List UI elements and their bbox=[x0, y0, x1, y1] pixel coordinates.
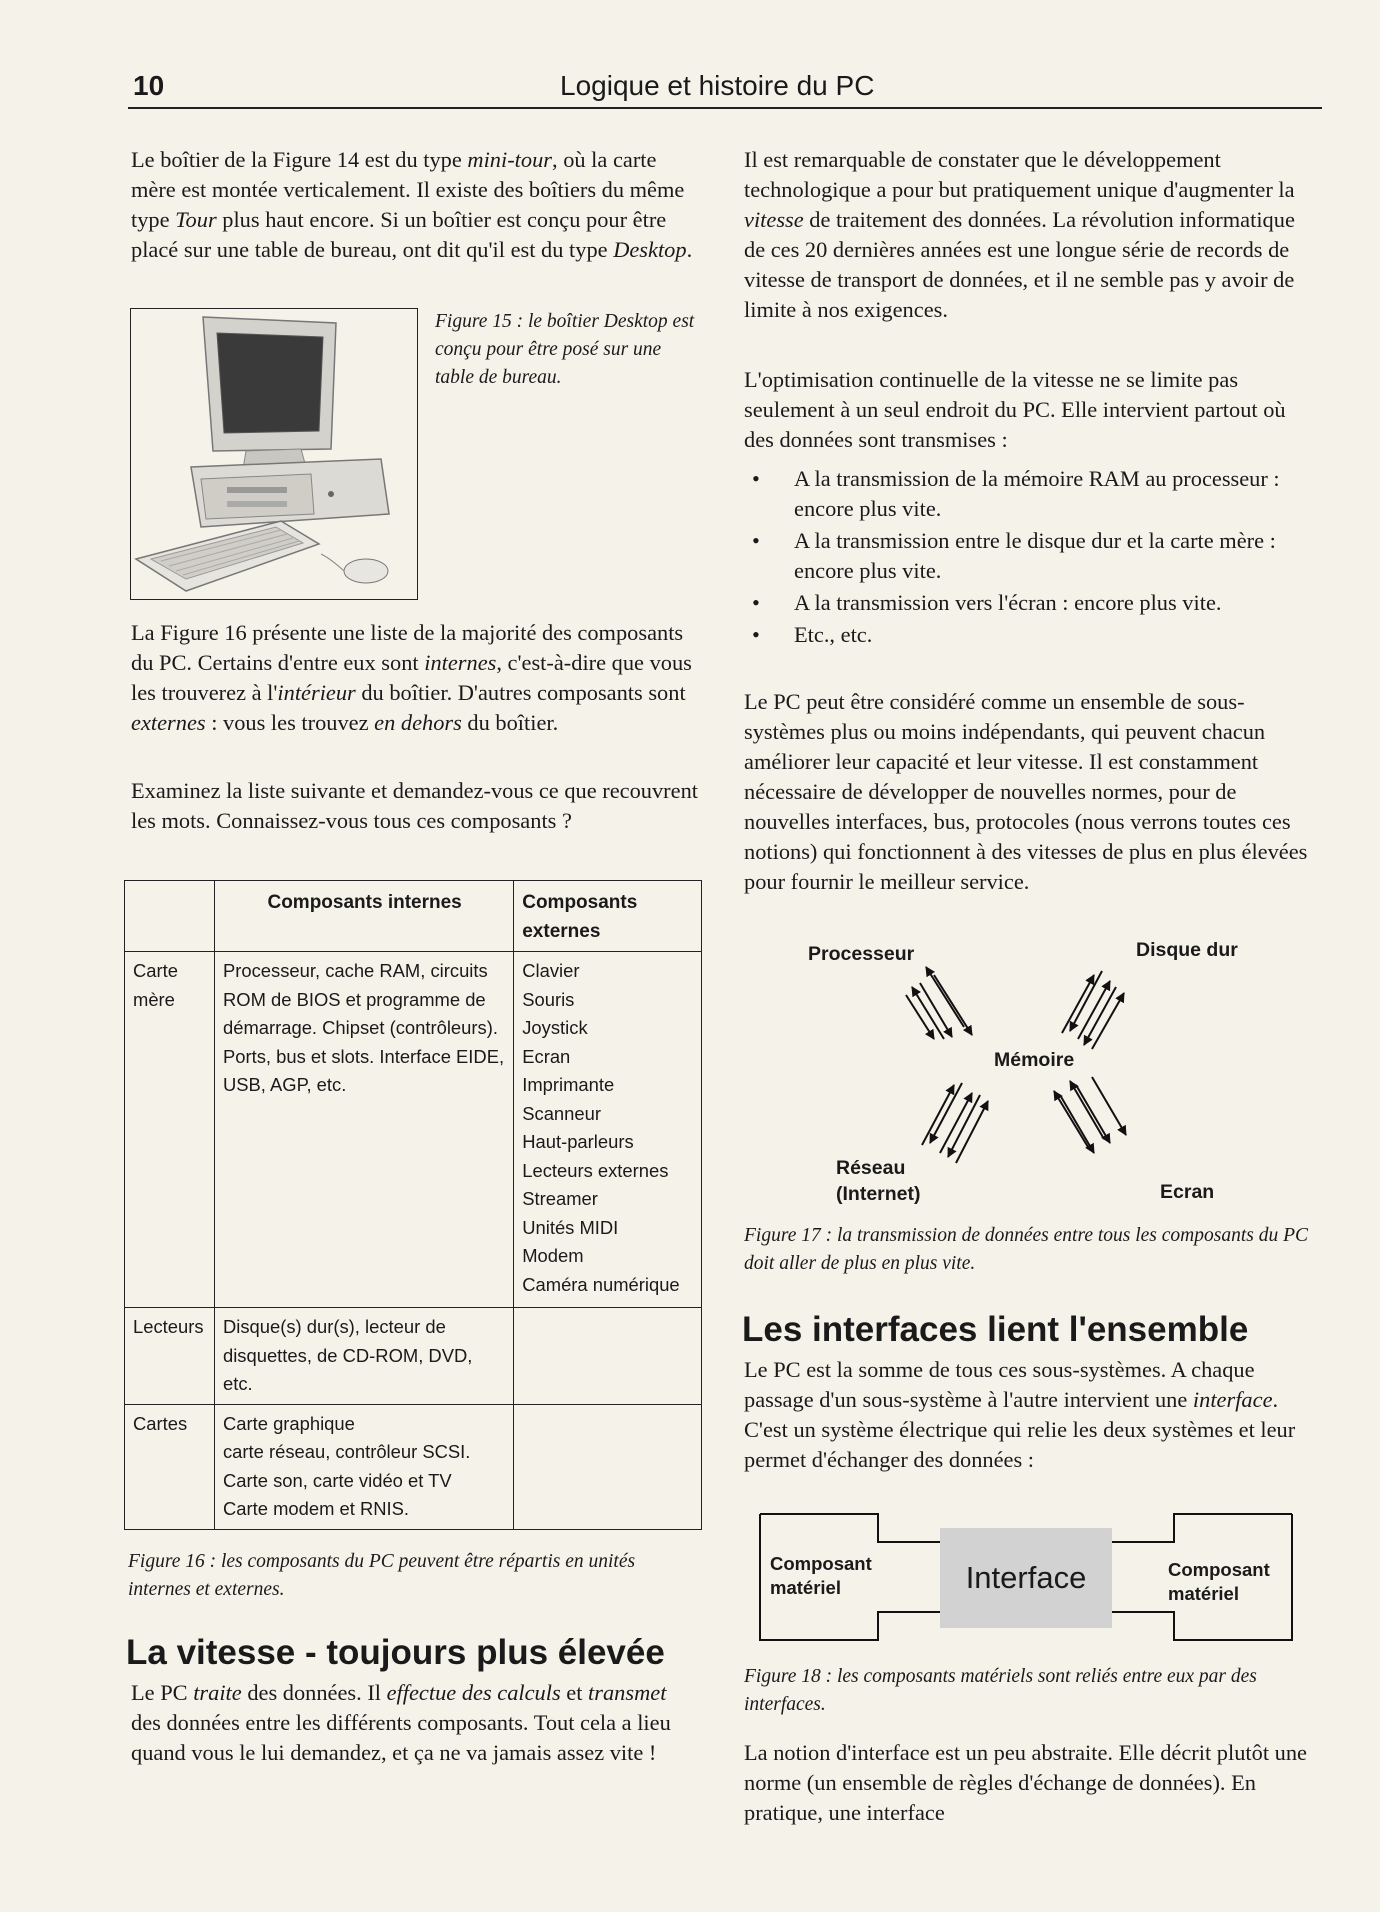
text-run: : vous les trouvez bbox=[205, 710, 375, 735]
paragraph-figure-16-intro bbox=[131, 618, 701, 738]
list-item: Haut-parleurs bbox=[522, 1131, 634, 1152]
internal-components-cell bbox=[214, 1404, 513, 1529]
text-run: des données. Il bbox=[241, 1680, 387, 1705]
list-item: Lecteurs externes bbox=[522, 1159, 669, 1181]
list-item: carte réseau, contrôleur SCSI. bbox=[222, 1441, 471, 1462]
text-run: plus haut encore. Si un boîtier est conçu pour être placé sur une table de bureau, ont dit qu'il est du type bbox=[131, 207, 667, 262]
list-item: Clavier bbox=[522, 960, 580, 981]
table-row bbox=[125, 952, 702, 1308]
figure-17-diagram bbox=[744, 935, 1314, 1215]
label-ecran: Ecran bbox=[1160, 1181, 1215, 1203]
interface-box bbox=[940, 1528, 1112, 1628]
heading-interfaces: Les interfaces lient l'ensemble bbox=[742, 1310, 1249, 1349]
list-item: Unités MIDI bbox=[522, 1216, 619, 1238]
table-row bbox=[125, 1404, 702, 1529]
list-item: Carte modem et RNIS. bbox=[222, 1498, 409, 1519]
italic-term: Tour bbox=[175, 207, 217, 232]
text-run: , c'est-à-dire que vous les trouverez à l' bbox=[131, 650, 692, 705]
list-item: Streamer bbox=[522, 1188, 598, 1209]
figure-17-caption: Figure 17 : la transmission de données entre tous les composants du PC doit aller de plus en plus vite. bbox=[744, 1225, 1309, 1274]
list-item: Joystick bbox=[522, 1017, 588, 1038]
bullet-list bbox=[744, 464, 1314, 652]
italic-term: Desktop bbox=[613, 237, 687, 262]
italic-term: vitesse bbox=[744, 207, 804, 232]
italic-term: traite bbox=[193, 1680, 242, 1705]
list-item: • Etc., etc. bbox=[744, 620, 1314, 650]
row-label: Cartes bbox=[125, 1404, 215, 1529]
paragraph-optimisation: L'optimisation continuelle de la vitesse ne se limite pas seulement à un seul endroit du PC. Elle intervient partout où des données sont transmises : bbox=[744, 367, 1286, 452]
paragraph-pc-traite bbox=[131, 1678, 701, 1768]
text-run: . bbox=[686, 237, 693, 262]
table-header-row bbox=[125, 881, 702, 952]
row-label: Lecteurs bbox=[125, 1308, 215, 1405]
page-number: 10 bbox=[133, 70, 165, 101]
arrows-processeur-memoire bbox=[906, 967, 972, 1039]
text-run: La Figure 16 présente une liste de la majorité des composants du PC. Certains d'entre eux sont bbox=[131, 620, 684, 675]
italic-term: externes bbox=[131, 710, 206, 735]
label-disque-dur: Disque dur bbox=[1136, 939, 1238, 961]
label-processeur: Processeur bbox=[808, 943, 915, 965]
interface-label: Interface bbox=[965, 1560, 1087, 1595]
label-composant-droite-line1: Composant bbox=[1168, 1559, 1270, 1580]
list-item: Caméra numérique bbox=[522, 1273, 680, 1295]
running-header-title: Logique et histoire du PC bbox=[560, 70, 875, 101]
label-composant-gauche bbox=[770, 1552, 872, 1600]
paragraph-sous-systemes: Le PC peut être considéré comme un ensemble de sous-systèmes plus ou moins indépendants, qui peuvent chacun améliorer leur capacité et leur vitesse. Il est constamment nécessaire de développer de nouvelles normes, pour de nouvelles interfaces, bus, protocoles (nous verrons toutes ces notions) qui fonctionnent à des vitesses de plus en plus élevées pour fournir le meilleur service. bbox=[744, 689, 1308, 894]
table-row bbox=[125, 1308, 702, 1405]
label-reseau-line1: Réseau bbox=[836, 1157, 906, 1179]
label-composant-droite bbox=[1168, 1558, 1270, 1606]
label-reseau-line2: (Internet) bbox=[836, 1183, 921, 1205]
external-components-cell bbox=[514, 1308, 702, 1405]
list-item: Ecran bbox=[522, 1045, 571, 1067]
arrows-disque-memoire bbox=[1062, 971, 1124, 1049]
paragraph-notion-interface: La notion d'interface est un peu abstraite. Elle décrit plutôt une norme (un ensemble de règles d'échange de données). En pratique, une interface bbox=[744, 1740, 1307, 1825]
label-memoire: Mémoire bbox=[994, 1049, 1075, 1071]
list-item: Imprimante bbox=[522, 1074, 615, 1095]
text-run: Le PC bbox=[131, 1680, 194, 1705]
column-header-external: Composants externes bbox=[514, 881, 702, 952]
text-run: . C'est un système électrique qui relie les deux systèmes et leur permet d'échanger des données : bbox=[744, 1387, 1296, 1472]
arrows-reseau-memoire bbox=[922, 1083, 988, 1163]
text-run: Le boîtier de la Figure 14 est du type bbox=[131, 147, 468, 172]
list-item: • A la transmission entre le disque dur et la carte mère : encore plus vite. bbox=[744, 526, 1314, 586]
list-item: • A la transmission vers l'écran : encore plus vite. bbox=[744, 588, 1314, 618]
label-composant-droite-line2: matériel bbox=[1168, 1583, 1239, 1604]
italic-term: internes bbox=[424, 650, 497, 675]
components-table bbox=[124, 880, 702, 1530]
italic-term: transmet bbox=[588, 1680, 667, 1705]
italic-term: intérieur bbox=[277, 680, 356, 705]
arrows-ecran-memoire bbox=[1054, 1077, 1126, 1153]
label-composant-gauche-line2: matériel bbox=[770, 1577, 841, 1598]
figure-16-caption: Figure 16 : les composants du PC peuvent être répartis en unités internes et externes. bbox=[128, 1551, 636, 1600]
table-corner-cell bbox=[125, 881, 215, 952]
internal-components-cell: Disque(s) dur(s), lecteur de disquettes, de CD-ROM, DVD, etc. bbox=[214, 1308, 513, 1405]
text-run: Il est remarquable de constater que le développement technologique a pour but pratiquement unique d'augmenter la bbox=[744, 147, 1295, 202]
list-item: Modem bbox=[522, 1245, 584, 1266]
text-run: du boîtier. bbox=[461, 710, 559, 735]
text-run: et bbox=[560, 1680, 589, 1705]
internal-components-cell: Processeur, cache RAM, circuits ROM de BIOS et programme de démarrage. Chipset (contrôleurs). Ports, bus et slots. Interface EIDE, USB, AGP, etc. bbox=[214, 952, 513, 1308]
external-components-cell bbox=[514, 952, 702, 1308]
paragraph-boitier-types bbox=[131, 145, 701, 265]
italic-term: interface bbox=[1192, 1387, 1273, 1412]
text-run: , où la carte mère est montée verticalement. Il existe des boîtiers du même type bbox=[131, 147, 685, 232]
figure-15-caption: Figure 15 : le boîtier Desktop est conçu pour être posé sur une table de bureau. bbox=[435, 311, 695, 388]
external-components-cell bbox=[514, 1404, 702, 1529]
text-run: de traitement des données. La révolution informatique de ces 20 dernières années est une longue série de records de vitesse de transport de données, et il ne semble pas y avoir de limite à nos exigences. bbox=[744, 207, 1295, 322]
italic-term: en dehors bbox=[374, 710, 462, 735]
list-item: Scanneur bbox=[522, 1102, 601, 1124]
figure-18-diagram bbox=[758, 1512, 1294, 1644]
list-item: Carte graphique bbox=[222, 1412, 355, 1434]
label-composant-gauche-line1: Composant bbox=[770, 1553, 872, 1574]
transfer-arrows bbox=[744, 935, 1314, 1215]
header-rule bbox=[128, 107, 1322, 109]
row-label: Carte mère bbox=[125, 952, 215, 1308]
paragraph-somme-sous-systemes bbox=[744, 1355, 1314, 1475]
italic-term: effectue des calculs bbox=[386, 1680, 561, 1705]
heading-vitesse: La vitesse - toujours plus élevée bbox=[126, 1633, 665, 1672]
text-run: des données entre les différents composants. Tout cela a lieu quand vous le lui demandez, et ça ne va jamais assez vite ! bbox=[131, 1710, 671, 1765]
figure-18-caption: Figure 18 : les composants matériels sont reliés entre eux par des interfaces. bbox=[744, 1666, 1257, 1715]
text-run: Le PC est la somme de tous ces sous-systèmes. A chaque passage d'un sous-système à l'autre intervient une bbox=[744, 1357, 1255, 1412]
column-header-internal: Composants internes bbox=[214, 881, 513, 952]
italic-term: mini-tour bbox=[467, 147, 552, 172]
list-item: • A la transmission de la mémoire RAM au processeur : encore plus vite. bbox=[744, 464, 1314, 524]
list-item: Souris bbox=[522, 988, 575, 1010]
figure-15-photo bbox=[130, 308, 418, 600]
paragraph-examinez: Examinez la liste suivante et demandez-vous ce que recouvrent les mots. Connaissez-vous tous ces composants ? bbox=[131, 778, 698, 833]
paragraph-developpement bbox=[744, 145, 1314, 325]
desktop-computer-illustration bbox=[131, 309, 417, 599]
text-run: du boîtier. D'autres composants sont bbox=[355, 680, 686, 705]
list-item: Carte son, carte vidéo et TV bbox=[222, 1469, 452, 1491]
